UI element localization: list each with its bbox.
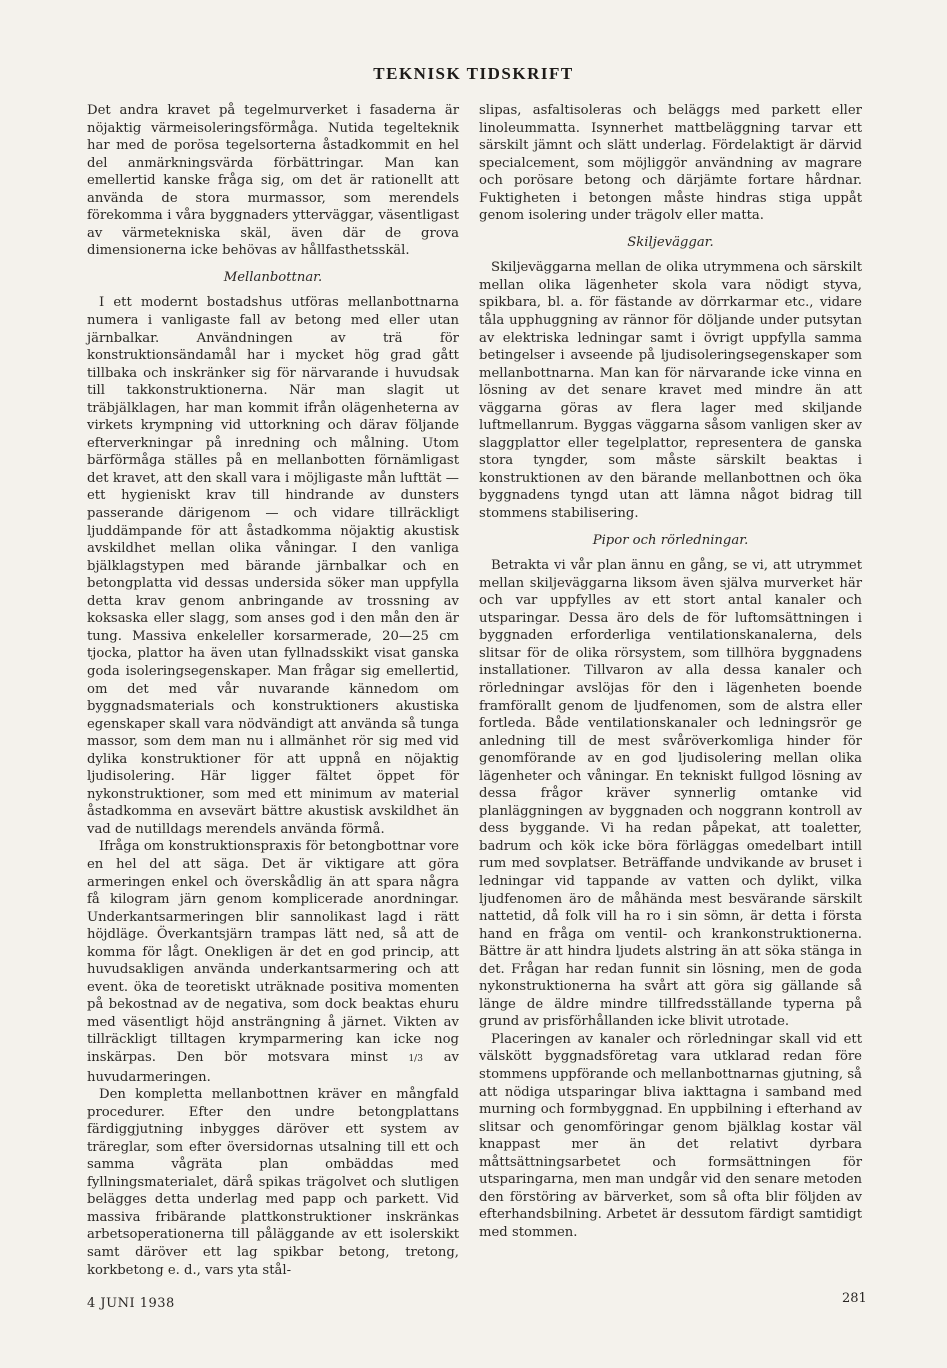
paragraph-konstruktionspraxis <box>87 838 459 1086</box>
paragraph-pipor: Betrakta vi vår plan ännu en gång, se vi, att utrymmet mellan skiljeväggarna liksom även själva murverket här och var uppfylles av ett stort antal kanaler och utsparingar. Dessa äro dels de för luftomsättningen i byggnaden erforderliga ventilationskanalerna, dels slitsar för de olika rörsystem, som tillhöra byggnadens installationer. Tillvaron av alla dessa kanaler och rörledningar avslöjas för den i lägenheten boende framförallt genom de ljudfenomen, som de alstra eller fortleda. Både ventilationskanaler och ledningsrör ge anledning till de mest svåröverkomliga hinder för genomförande av en god ljudisolering mellan olika lägenheter och våningar. En tekniskt fullgod lösning av dessa frågor kräver synnerlig omtanke vid planläggningen av byggnaden och noggrann kontroll av dess byggande. Vi ha redan påpekat, att toaletter, badrum och kök icke böra förläggas omedelbart intill rum med sovplatser. Beträffande undvikande av bruset i ledningar vid tappande av vatten och dylikt, vilka ljudfenomen äro de måhända mest besvärande särskilt nattetid, då folk vill ha ro i sin sömn, är detta i första hand en fråga om ventil- och krankonstruktionerna. Bättre är att hindra ljudets alstring än att söka stänga in det. Frågan har redan funnit sin lösning, men de goda nykonstruktionerna ha svårt att göra sig gällande så länge de äldre mindre tillfredsställande typerna på grund av prisförhållanden icke blivit utrotade. <box>479 558 862 1030</box>
paragraph-mellanbottnar: I ett modernt bostadshus utföras mellanbottnarna numera i vanligaste fall av betong med eller utan järnbalkar. Användningen av trä för konstruktionsändamål har i mycket hög grad gått tillbaka och inskränker sig för närvarande i huvudsak till takkonstruktionerna. När man slagit ut träbjälklagen, har man kommit ifrån olägenheterna av virkets krympning vid uttorkning och därav följande efterverkningar på inredning och målning. Utom bärförmåga ställes på en mellanbotten förnämligast det kravet, att den skall vara i möjligaste mån lufttät — ett hygieniskt krav till hindrande av dunsters passerande därigenom — och vidare tillräckligt ljuddämpande för att åstadkomma nöjaktig akustisk avskildhet mellan olika våningar. I den vanliga bjälklagstypen med bärande järnbalkar och en betongplatta vid dessas undersida söker man uppfylla detta krav genom anbringande av trossning av koksaska eller slagg, som anses god i den mån den är tung. Massiva enkeleller korsarmerade, 20—25 cm tjocka, plattor ha även utan fyllnadsskikt visat ganska goda isoleringsegenskaper. Man frågar sig emellertid, om det med vår nuvarande kännedom om byggnadsmaterials och konstruktioners akustiska egenskaper skall vara nödvändigt att använda så tunga massor, som dem man nu i allmänhet rör sig med vid dylika konstruktioner för att uppnå en nöjaktig ljudisolering. Här ligger fältet öppet för nykonstruktioner, som med ett minimum av material åstadkomma en avsevärt bättre akustisk avskildhet än vad de nutilldags merendels använda förmå. <box>87 295 459 837</box>
section-heading-pipor: Pipor och rörledningar. <box>592 532 749 548</box>
paragraph-placeringen: Placeringen av kanaler och rörledningar skall vid ett välskött byggnadsföretag vara utklarad redan före stommens uppförande och mellanbottnarnas gjutning, så att nödiga utsparingar bliva iakttagna i samband med murning och formbyggnad. En uppbilning i efterhand av slitsar och genomföringar genom bjälklag kostar väl knappast mer än det relativt dyrbara måttsättningsarbetet och formsättningen för utsparingarna, men man undgår vid den senare metoden den förstöring av bärverket, som så ofta blir följden av efterhandsbilning. Arbetet är dessutom färdigt samtidigt med stommen. <box>479 1031 862 1240</box>
journal-title: TEKNISK TIDSKRIFT <box>373 64 574 83</box>
paragraph-tegelmurverk: Det andra kravet på tegelmurverket i fasaderna är nöjaktig värmeisoleringsförmåga. Nutida tegelteknik har med de porösa tegelsorterna åstadkommit en hel del anmärkningsvärda förbättringar. Man kan emellertid kanske fråga sig, om det är rationellt att använda de stora murmassor, som merendels förekomma i våra byggnaders ytterväggar, väsentligast av värmetekniska skäl, även där de grova dimensionerna icke behövas av hållfasthetsskäl. <box>87 103 459 259</box>
paragraph-mellanbotten-procedurer: Den kompletta mellanbottnen kräver en mångfald procedurer. Efter den undre betongplattans färdiggjutning inbygges däröver ett system av träreglar, som efter översidornas utsalning till ett och samma vågräta plan ombäddas med fyllningsmaterialet, därå spikas trägolvet och slutligen belägges detta underlag med papp och parkett. Vid massiva fribärande plattkonstruktioner inskränkas arbetsoperationerna till påläggande av ett isolerskikt samt däröver ett lag spikbar betong, tretong, korkbetong e. d., vars yta stål- <box>87 1087 459 1278</box>
section-heading-mellanbottnar: Mellanbottnar. <box>223 269 323 285</box>
fraction-one-third: 1/3 <box>408 1053 423 1064</box>
paragraph-slipas: slipas, asfaltisoleras och beläggs med parkett eller linoleummatta. Isynnerhet mattbeläggning tarvar ett särskilt jämnt och slätt underlag. Fördelaktigt är därvid specialcement, som möjliggör användning av magrare och porösare betong och därjämte fortare hårdnar. Fuktigheten i betongen måste hindras stiga uppåt genom isolering under trägolv eller matta. <box>479 103 862 224</box>
page-number: 281 <box>842 1291 867 1306</box>
left-column <box>87 102 459 1279</box>
issue-date: 4 JUNI 1938 <box>87 1296 175 1311</box>
konstruktionspraxis-end: av huvudarmeringen. <box>87 1049 459 1085</box>
konstruktionspraxis-text: Ifråga om konstruktionspraxis för betongbottnar vore en hel del att säga. Det är viktigare att göra armeringen enkel och överskådlig än att spara några få kilogram järn genom komplicerade anordningar. Underkantsarmeringen blir sannolikast lagd i rätt höjdläge. Överkantsjärn trampas lätt ned, så att de komma för lågt. Onekligen är det en god princip, att huvudsakligen använda underkantsarmering och att event. öka de teoretiskt uträknade positiva momenten på bekostnad av de negativa, som dock beaktas ehuru med väsentligt höjd ansträngning å järnet. Vikten av tillräckligt tilltagen krymparmering kan icke nog inskärpas. Den bör motsvara minst <box>87 839 459 1065</box>
right-column <box>479 102 862 1241</box>
section-heading-skiljevaggar: Skiljeväggar. <box>627 234 714 250</box>
paragraph-skiljevaggar: Skiljeväggarna mellan de olika utrymmena och särskilt mellan olika lägenheter skola vara nödigt styva, spikbara, bl. a. för fästande av dörrkarmar etc., vidare tåla upphuggning av rännor för döljande under putsytan av elektriska ledningar samt i övrigt uppfylla samma betingelser i avseende på ljudisoleringsegenskaper som mellanbottnarna. Man kan för närvarande icke vinna en lösning av det senare kravet med mindre än att väggarna göras av flera lager med skiljande luftmellanrum. Byggas väggarna såsom vanligen sker av slaggplattor eller tegelplattor, representera de ganska stora tyngder, som måste särskilt beaktas i konstruktionen av den bärande mellanbottnen och öka byggnadens tyngd utan att lämna något bidrag till stommens stabilisering. <box>479 260 862 522</box>
